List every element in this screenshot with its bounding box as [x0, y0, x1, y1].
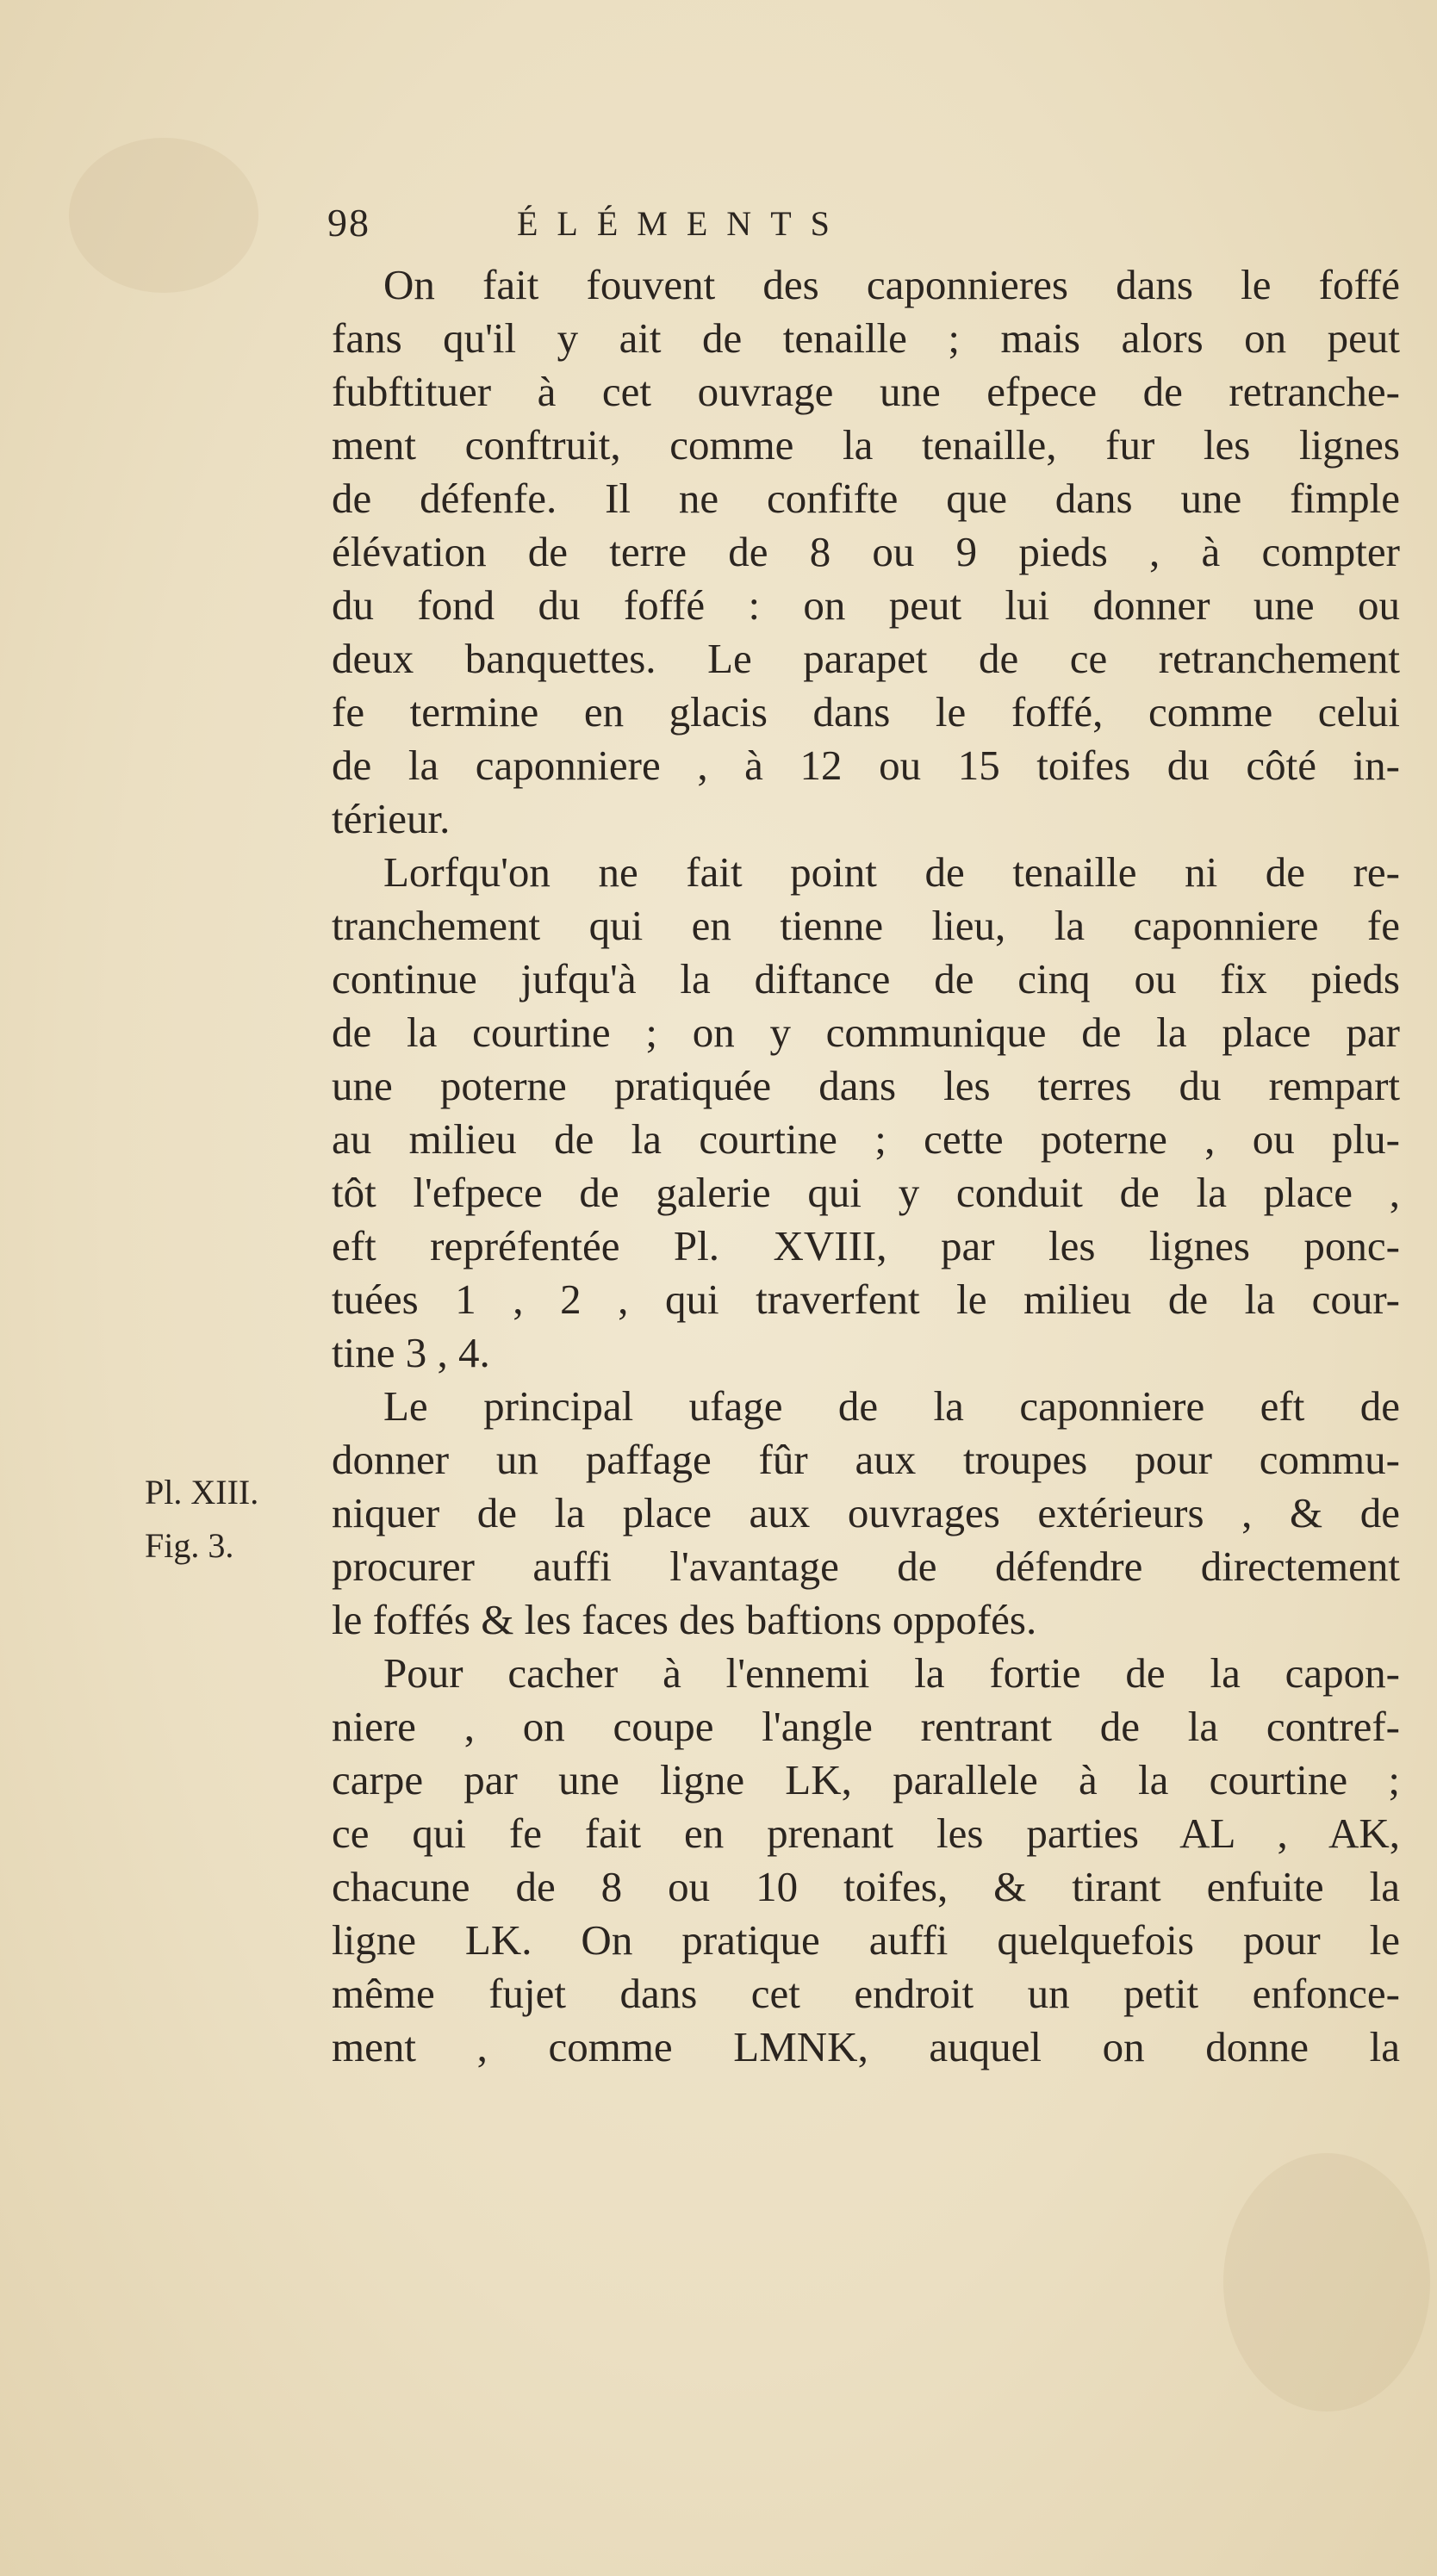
text-line: térieur. [332, 795, 451, 842]
text-line: deux banquettes. Le parapet de ce retranchement [332, 635, 1400, 682]
text-line: de défenfe. Il ne confifte que dans une fimple [332, 475, 1400, 522]
text-line: ligne LK. On pratique auffi quelquefois pour le [332, 1916, 1400, 1964]
text-line: continue jufqu'à la diftance de cinq ou fix pieds [332, 955, 1400, 1002]
text-line: ment conftruit, comme la tenaille, fur les lignes [332, 421, 1400, 469]
text-line: tine 3 , 4. [332, 1329, 490, 1376]
text-line: tuées 1 , 2 , qui traverfent le milieu de la cour- [332, 1276, 1400, 1323]
text-line: Pour cacher à l'ennemi la fortie de la capon- [383, 1649, 1400, 1697]
text-line: Lorfqu'on ne fait point de tenaille ni de re- [383, 848, 1400, 896]
text-line: carpe par une ligne LK, parallele à la courtine ; [332, 1756, 1400, 1803]
text-line: fe termine en glacis dans le foffé, comme celui [332, 688, 1400, 736]
page-header [327, 200, 1396, 260]
margin-note-plate: Pl. XIII. [145, 1473, 259, 1511]
text-line: chacune de 8 ou 10 toifes, & tirant enfuite la [332, 1863, 1400, 1910]
text-line: donner un paffage fûr aux troupes pour commu- [332, 1436, 1400, 1483]
text-line: tôt l'efpece de galerie qui y conduit de la place , [332, 1169, 1400, 1216]
text-line: On fait fouvent des caponnieres dans le foffé [383, 261, 1400, 308]
paper-stain [69, 138, 258, 293]
margin-note-figure: Fig. 3. [145, 1526, 234, 1565]
text-line: eft repréfentée Pl. XVIII, par les lignes ponc- [332, 1222, 1400, 1269]
text-line: du fond du foffé : on peut lui donner une ou [332, 581, 1400, 629]
text-line: élévation de terre de 8 ou 9 pieds , à compter [332, 528, 1400, 575]
text-line: tranchement qui en tienne lieu, la caponniere fe [332, 902, 1400, 949]
text-line: Le principal ufage de la caponniere eft de [383, 1382, 1400, 1430]
text-line: niquer de la place aux ouvrages extérieurs , & de [332, 1489, 1400, 1536]
text-line: une poterne pratiquée dans les terres du rempart [332, 1062, 1400, 1109]
text-line: le foffés & les faces des baftions oppofés. [332, 1596, 1037, 1643]
text-line: fans qu'il y ait de tenaille ; mais alors on peut [332, 314, 1400, 362]
text-line: ce qui fe fait en prenant les parties AL , AK, [332, 1809, 1400, 1857]
running-head: ÉLÉMENTS [517, 204, 849, 243]
text-line: au milieu de la courtine ; cette poterne , ou plu- [332, 1115, 1400, 1163]
paper-stain [1223, 2153, 1430, 2412]
text-line: niere , on coupe l'angle rentrant de la contref- [332, 1703, 1400, 1750]
text-line: de la caponniere , à 12 ou 15 toifes du côté in- [332, 742, 1400, 789]
text-line: procurer auffi l'avantage de défendre directement [332, 1542, 1400, 1590]
text-line: même fujet dans cet endroit un petit enfonce- [332, 1970, 1400, 2017]
text-line: ment , comme LMNK, auquel on donne la [332, 2023, 1400, 2070]
page-number: 98 [327, 201, 370, 245]
text-line: de la courtine ; on y communique de la place par [332, 1009, 1400, 1056]
text-line: fubftituer à cet ouvrage une efpece de retranche- [332, 368, 1400, 415]
